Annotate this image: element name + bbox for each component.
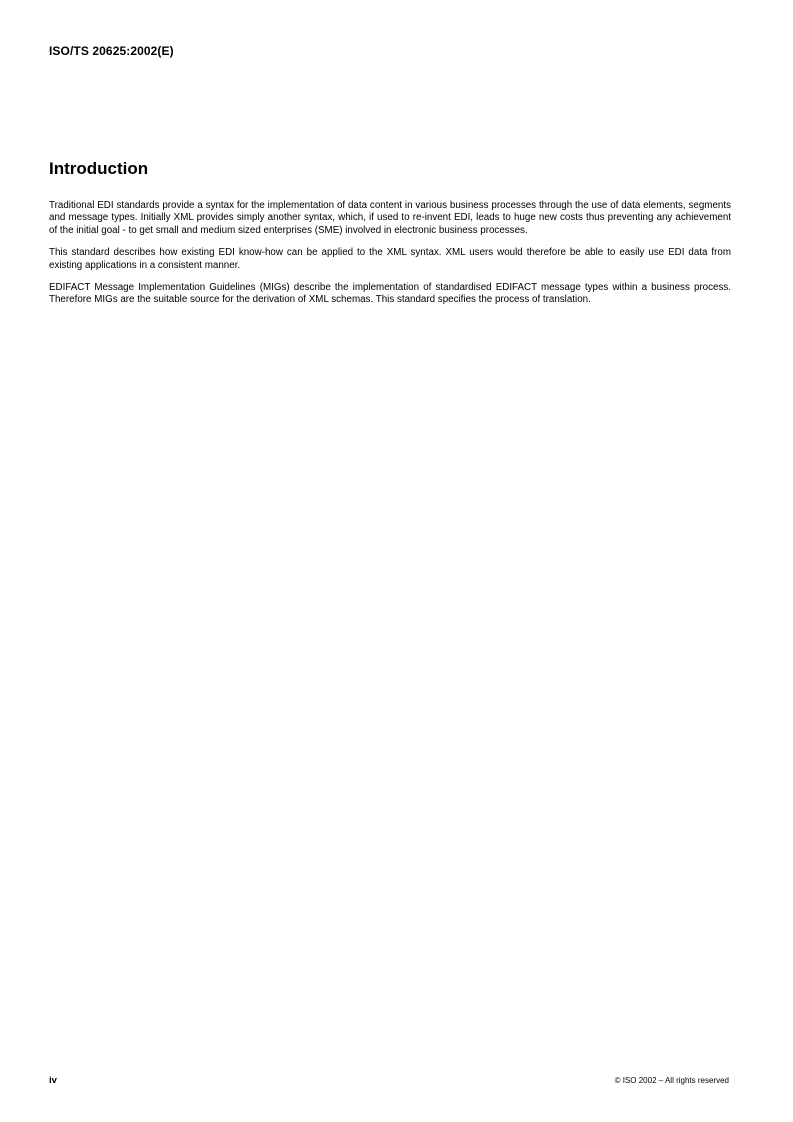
paragraph-3: EDIFACT Message Implementation Guidelines (MIGs) describe the implementation of standardised EDIFACT message types within a business process. Therefore MIGs are the suitable source for the derivation of XML schemas. This standard specifies the process of translation. xyxy=(49,282,731,306)
copyright-notice: © ISO 2002 – All rights reserved xyxy=(614,1076,729,1085)
paragraph-1: Traditional EDI standards provide a syntax for the implementation of data content in various business processes through the use of data elements, segments and message types. Initially XML provides simply another syntax, which, if used to re-invent EDI, leads to huge new costs thus preventing any achievement of the initial goal - to get small and medium sized enterprises (SME) involved in electronic business processes. xyxy=(49,200,731,236)
section-title: Introduction xyxy=(49,159,149,178)
paragraph-2: This standard describes how existing EDI know-how can be applied to the XML syntax. XML users would therefore be able to easily use EDI data from existing applications in a consistent manner. xyxy=(49,247,731,271)
document-id-header: ISO/TS 20625:2002(E) xyxy=(49,44,174,58)
page-number: iv xyxy=(49,1075,57,1086)
introduction-body xyxy=(49,200,731,317)
